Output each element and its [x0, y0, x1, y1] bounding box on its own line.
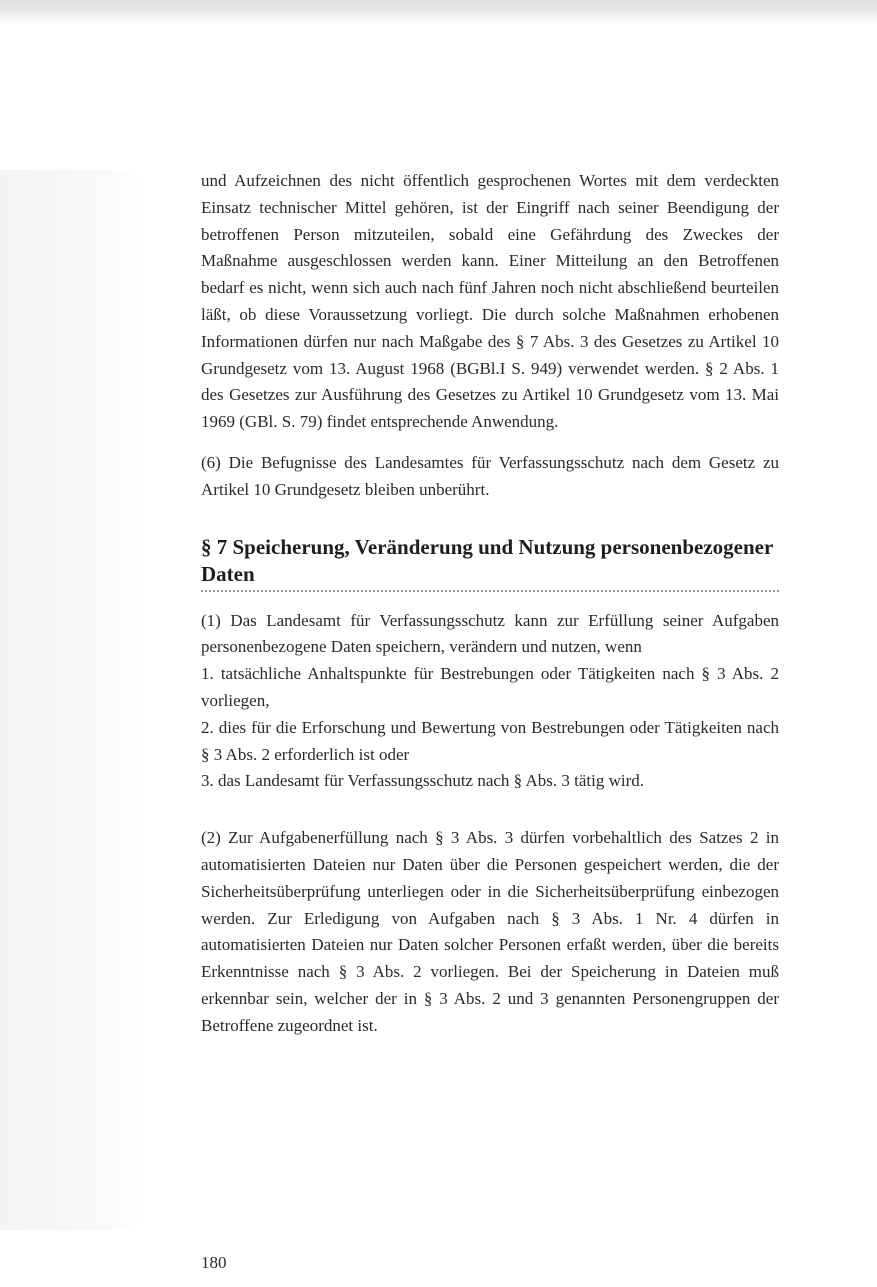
scan-top-shadow [0, 0, 877, 22]
list-item: 2. dies für die Erforschung und Bewertung von Bestrebungen oder Tätigkeiten nach § 3 Abs. 2 erforderlich ist oder [201, 717, 779, 764]
scan-gutter-shadow [0, 170, 150, 1230]
section-heading-7: § 7 Speicherung, Veränderung und Nutzung personenbezogener Daten [201, 534, 773, 586]
list-item: 1. tatsächliche Anhaltspunkte für Bestrebungen oder Tätigkeiten nach § 3 Abs. 2 vorliegen, [201, 664, 779, 710]
list-item: 3. das Landesamt für Verfassungsschutz nach § Abs. 3 tätig wird. [201, 771, 645, 791]
paragraph-1-intro: (1) Das Landesamt für Verfassungsschutz kann zur Erfüllung seiner Aufgaben personenbezogene Daten speichern, verändern und nutzen, wenn [201, 610, 779, 657]
page-number: 180 [201, 1253, 227, 1272]
paragraph-continuation: und Aufzeichnen des nicht öffentlich gesprochenen Wortes mit dem verdeckten Einsatz technischer Mittel gehören, ist der Eingriff nach seiner Beendigung der betroffenen Person mitzuteilen, sobald eine Gefährdung des Zweckes der Maßnahme ausgeschlossen werden kann. Einer Mitteilung an den Betroffenen bedarf es nicht, wenn sich auch nach fünf Jahren noch nicht abschließend beurteilen läßt, ob diese Voraussetzung vorliegt. Die durch solche Maßnahmen erhobenen Informationen dürfen nur nach Maßgabe des § 7 Abs. 3 des Gesetzes zu Artikel 10 Grundgesetz vom 13. August 1968 (BGBl.I S. 949) verwendet werden. § 2 Abs. 1 des Gesetzes zur Ausführung des Gesetzes zu Artikel 10 Grundgesetz vom 13. Mai 1969 (GBl. S. 79) findet entsprechende Anwendung. [201, 171, 779, 432]
heading-dotted-rule [201, 590, 779, 592]
paragraph-2: (2) Zur Aufgabenerfüllung nach § 3 Abs. 3 dürfen vorbehaltlich des Satzes 2 in automatisierten Dateien nur Daten über die Personen gespeichert werden, die der Sicherheitsüberprüfung unterliegen oder in die Sicherheitsüberprüfung einbezogen werden. Zur Erledigung von Aufgaben nach § 3 Abs. 1 Nr. 4 dürfen in automatisierten Dateien nur Daten solcher Personen erfaßt werden, über die bereits Erkenntnisse nach § 3 Abs. 2 vorliegen. Bei der Speicherung in Dateien muß erkennbar sein, welcher der in § 3 Abs. 2 und 3 genannten Personengruppen der Betroffene zugeordnet ist. [201, 828, 779, 1035]
page-body [201, 168, 779, 1040]
paragraph-6: (6) Die Befugnisse des Landesamtes für Verfassungsschutz nach dem Gesetz zu Artikel 10 Grundgesetz bleiben unberührt. [201, 452, 779, 499]
